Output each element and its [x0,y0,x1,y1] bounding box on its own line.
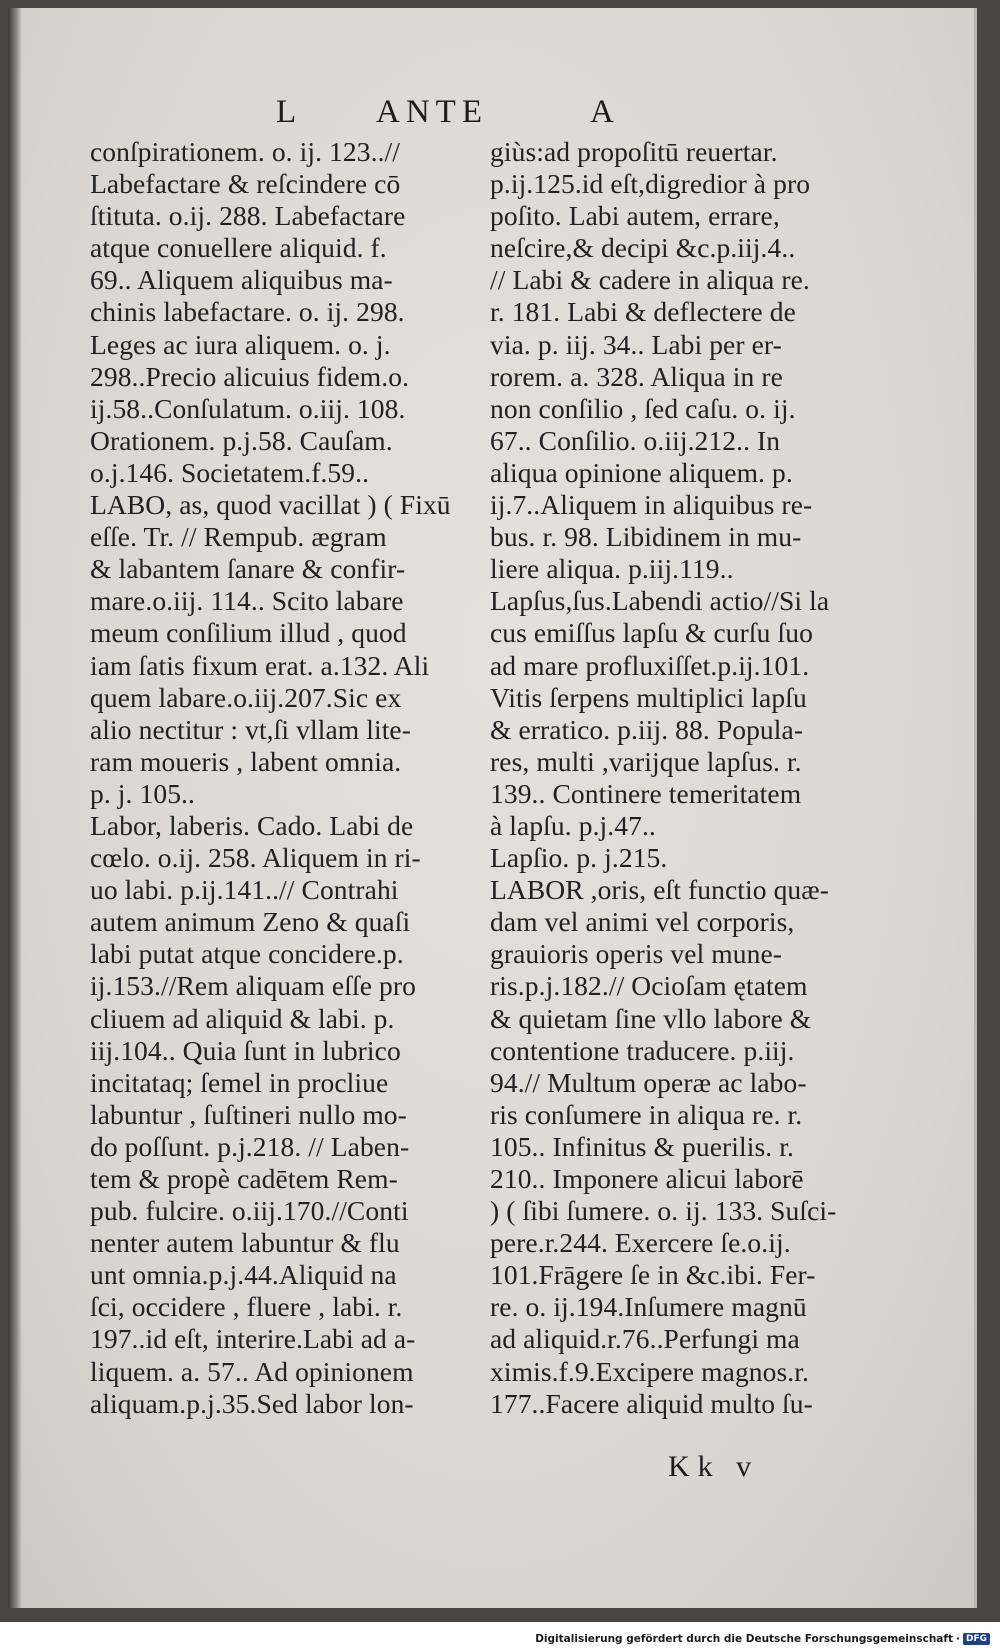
text-line: labi putat atque concidere.p. [90,938,404,970]
text-line: non conſilio , ſed caſu. o. ij. [490,392,796,424]
text-line: 67.. Conſilio. o.iij.212.. In [490,424,781,456]
text-line: ) ( ſibi ſumere. o. ij. 133. Suſci- [490,1195,837,1227]
text-line: chinis labefactare. o. ij. 298. [90,296,405,328]
text-line: neſcire,& decipi &c.p.iij.4.. [490,232,796,264]
text-line: cus emiſſus lapſu & curſu ſuo [490,617,813,649]
text-line: bus. r. 98. Libidinem in mu- [490,521,802,553]
text-line: Labor, laberis. Cado. Labi de [90,809,414,841]
text-line: LABOR ,oris, eſt functio quæ- [490,874,829,906]
text-line: iam ſatis fixum erat. a.132. Ali [90,649,430,681]
text-line: 101.Frāgere ſe in &c.ibi. Fer- [490,1259,816,1291]
text-line: & quietam ſine vllo labore & [490,1002,812,1034]
text-line: ris.p.j.182.// Ocioſam ętatem [490,970,808,1002]
text-line: labuntur , ſuſtineri nullo mo- [90,1098,407,1130]
text-line: poſito. Labi autem, errare, [490,200,780,232]
text-line: alio nectitur : vt,ſi vllam lite- [90,713,411,745]
text-line: liere aliqua. p.iij.119.. [490,553,734,585]
text-line: r. 181. Labi & deflectere de [490,296,796,328]
text-line: res, multi ,varijque lapſus. r. [490,745,802,777]
book-page [8,8,977,1608]
text-line: meum conſilium illud , quod [90,617,407,649]
text-line: ram moueris , labent omnia. [90,745,402,777]
text-line: Vitis ſerpens multiplici lapſu [490,681,807,713]
text-line: ad mare profluxiſſet.p.ij.101. [490,649,810,681]
text-line: 298..Precio alicuius fidem.o. [90,360,410,392]
text-line: // Labi & cadere in aliqua re. [490,264,810,296]
text-line: 94.// Multum operæ ac labo- [490,1066,807,1098]
text-line: ximis.f.9.Excipere magnos.r. [490,1355,809,1387]
text-line: cliuem ad aliquid & labi. p. [90,1002,395,1034]
page-spine-shadow [8,8,22,1608]
text-line: contentione traducere. p.iij. [490,1034,795,1066]
text-line: do poſſunt. p.j.218. // Laben- [90,1130,410,1162]
text-line: giùs:ad propoſitū reuertar. [490,136,778,167]
text-line: Lapſus,ſus.Labendi actio//Si la [490,585,830,617]
text-line: 210.. Imponere alicui laborē [490,1163,804,1194]
text-line: uo labi. p.ij.141..// Contrahi [90,874,399,906]
text-line: pere.r.244. Exercere ſe.o.ij. [490,1227,791,1259]
header-left-letter: L [276,94,299,130]
text-line: nenter autem labuntur & flu [90,1227,400,1259]
text-line: aliquam.p.j.35.Sed labor lon- [90,1387,414,1419]
text-line: p.ij.125.id eſt,digredior à pro [490,168,811,200]
text-line: Leges ac iura aliquem. o. j. [90,328,391,360]
text-line: eſſe. Tr. // Rempub. ægram [90,521,387,553]
text-line: ad aliquid.r.76..Perfungi ma [490,1323,800,1355]
text-line: grauioris operis vel mune- [490,938,783,970]
left-text-column [90,136,465,1420]
text-line: ſci, occidere , fluere , labi. r. [90,1291,403,1323]
running-header [8,94,974,138]
text-line: rorem. a. 328. Aliqua in re [490,360,783,392]
header-right-letter: A [590,94,616,130]
text-line: ij.58..Conſulatum. o.iij. 108. [90,392,406,424]
signature-mark: Kk v [668,1450,760,1483]
text-line: re. o. ij.194.Inſumere magnū [490,1291,807,1323]
credit-text: Digitalisierung gefördert durch die Deutsche Forschungsgemeinschaft [535,1633,953,1645]
text-line: dam vel animi vel corporis, [490,906,795,938]
text-line: 139.. Continere temeritatem [490,777,802,809]
text-line: ris conſumere in aliqua re. r. [490,1098,803,1130]
text-line: via. p. iij. 34.. Labi per er- [490,328,782,360]
text-line: 69.. Aliquem aliquibus ma- [90,264,393,296]
text-line: tem & propè cadētem Rem- [90,1163,398,1194]
text-line: o.j.146. Societatem.f.59.. [90,456,370,488]
text-line: conſpirationem. o. ij. 123..// [90,136,401,167]
text-line: Labefactare & reſcindere cō [90,168,401,200]
text-line: pub. fulcire. o.iij.170.//Conti [90,1195,409,1227]
text-line: 105.. Infinitus & puerilis. r. [490,1130,794,1162]
text-line: aliqua opinione aliquem. p. [490,456,793,488]
text-line: & erratico. p.iij. 88. Popula- [490,713,804,745]
text-line: Orationem. p.j.58. Cauſam. [90,424,393,456]
text-line: atque conuellere aliquid. f. [90,232,387,264]
text-line: & labantem ſanare & confir- [90,553,406,585]
text-line: mare.o.iij. 114.. Scito labare [90,585,404,617]
text-line: quem labare.o.iij.207.Sic ex [90,681,402,713]
text-line: ſtituta. o.ij. 288. Labefactare [90,200,406,232]
text-line: incitataq; ſemel in procliue [90,1066,389,1098]
text-line: LABO, as, quod vacillat ) ( Fixū [90,489,451,521]
text-line: ij.153.//Rem aliquam eſſe pro [90,970,416,1002]
text-line: 197..id eſt, interire.Labi ad a- [90,1323,416,1355]
dfg-logo: DFG [963,1633,990,1645]
text-line: à lapſu. p.j.47.. [490,809,656,841]
text-line: cœlo. o.ij. 258. Aliquem in ri- [90,842,421,874]
header-center-word: ANTE [376,94,488,130]
digitization-credit: Digitalisierung gefördert durch die Deutsche Forschungsgemeinschaft · DFG [535,1633,990,1645]
text-line: unt omnia.p.j.44.Aliquid na [90,1259,397,1291]
text-line: liquem. a. 57.. Ad opinionem [90,1355,414,1387]
right-text-column [490,136,865,1420]
text-line: iij.104.. Quia ſunt in lubrico [90,1034,401,1066]
text-line: ij.7..Aliquem in aliquibus re- [490,489,813,521]
text-line: Lapſio. p. j.215. [490,842,668,874]
text-line: 177..Facere aliquid multo ſu- [490,1387,813,1419]
text-line: autem animum Zeno & quaſi [90,906,411,938]
text-line: p. j. 105.. [90,777,195,809]
